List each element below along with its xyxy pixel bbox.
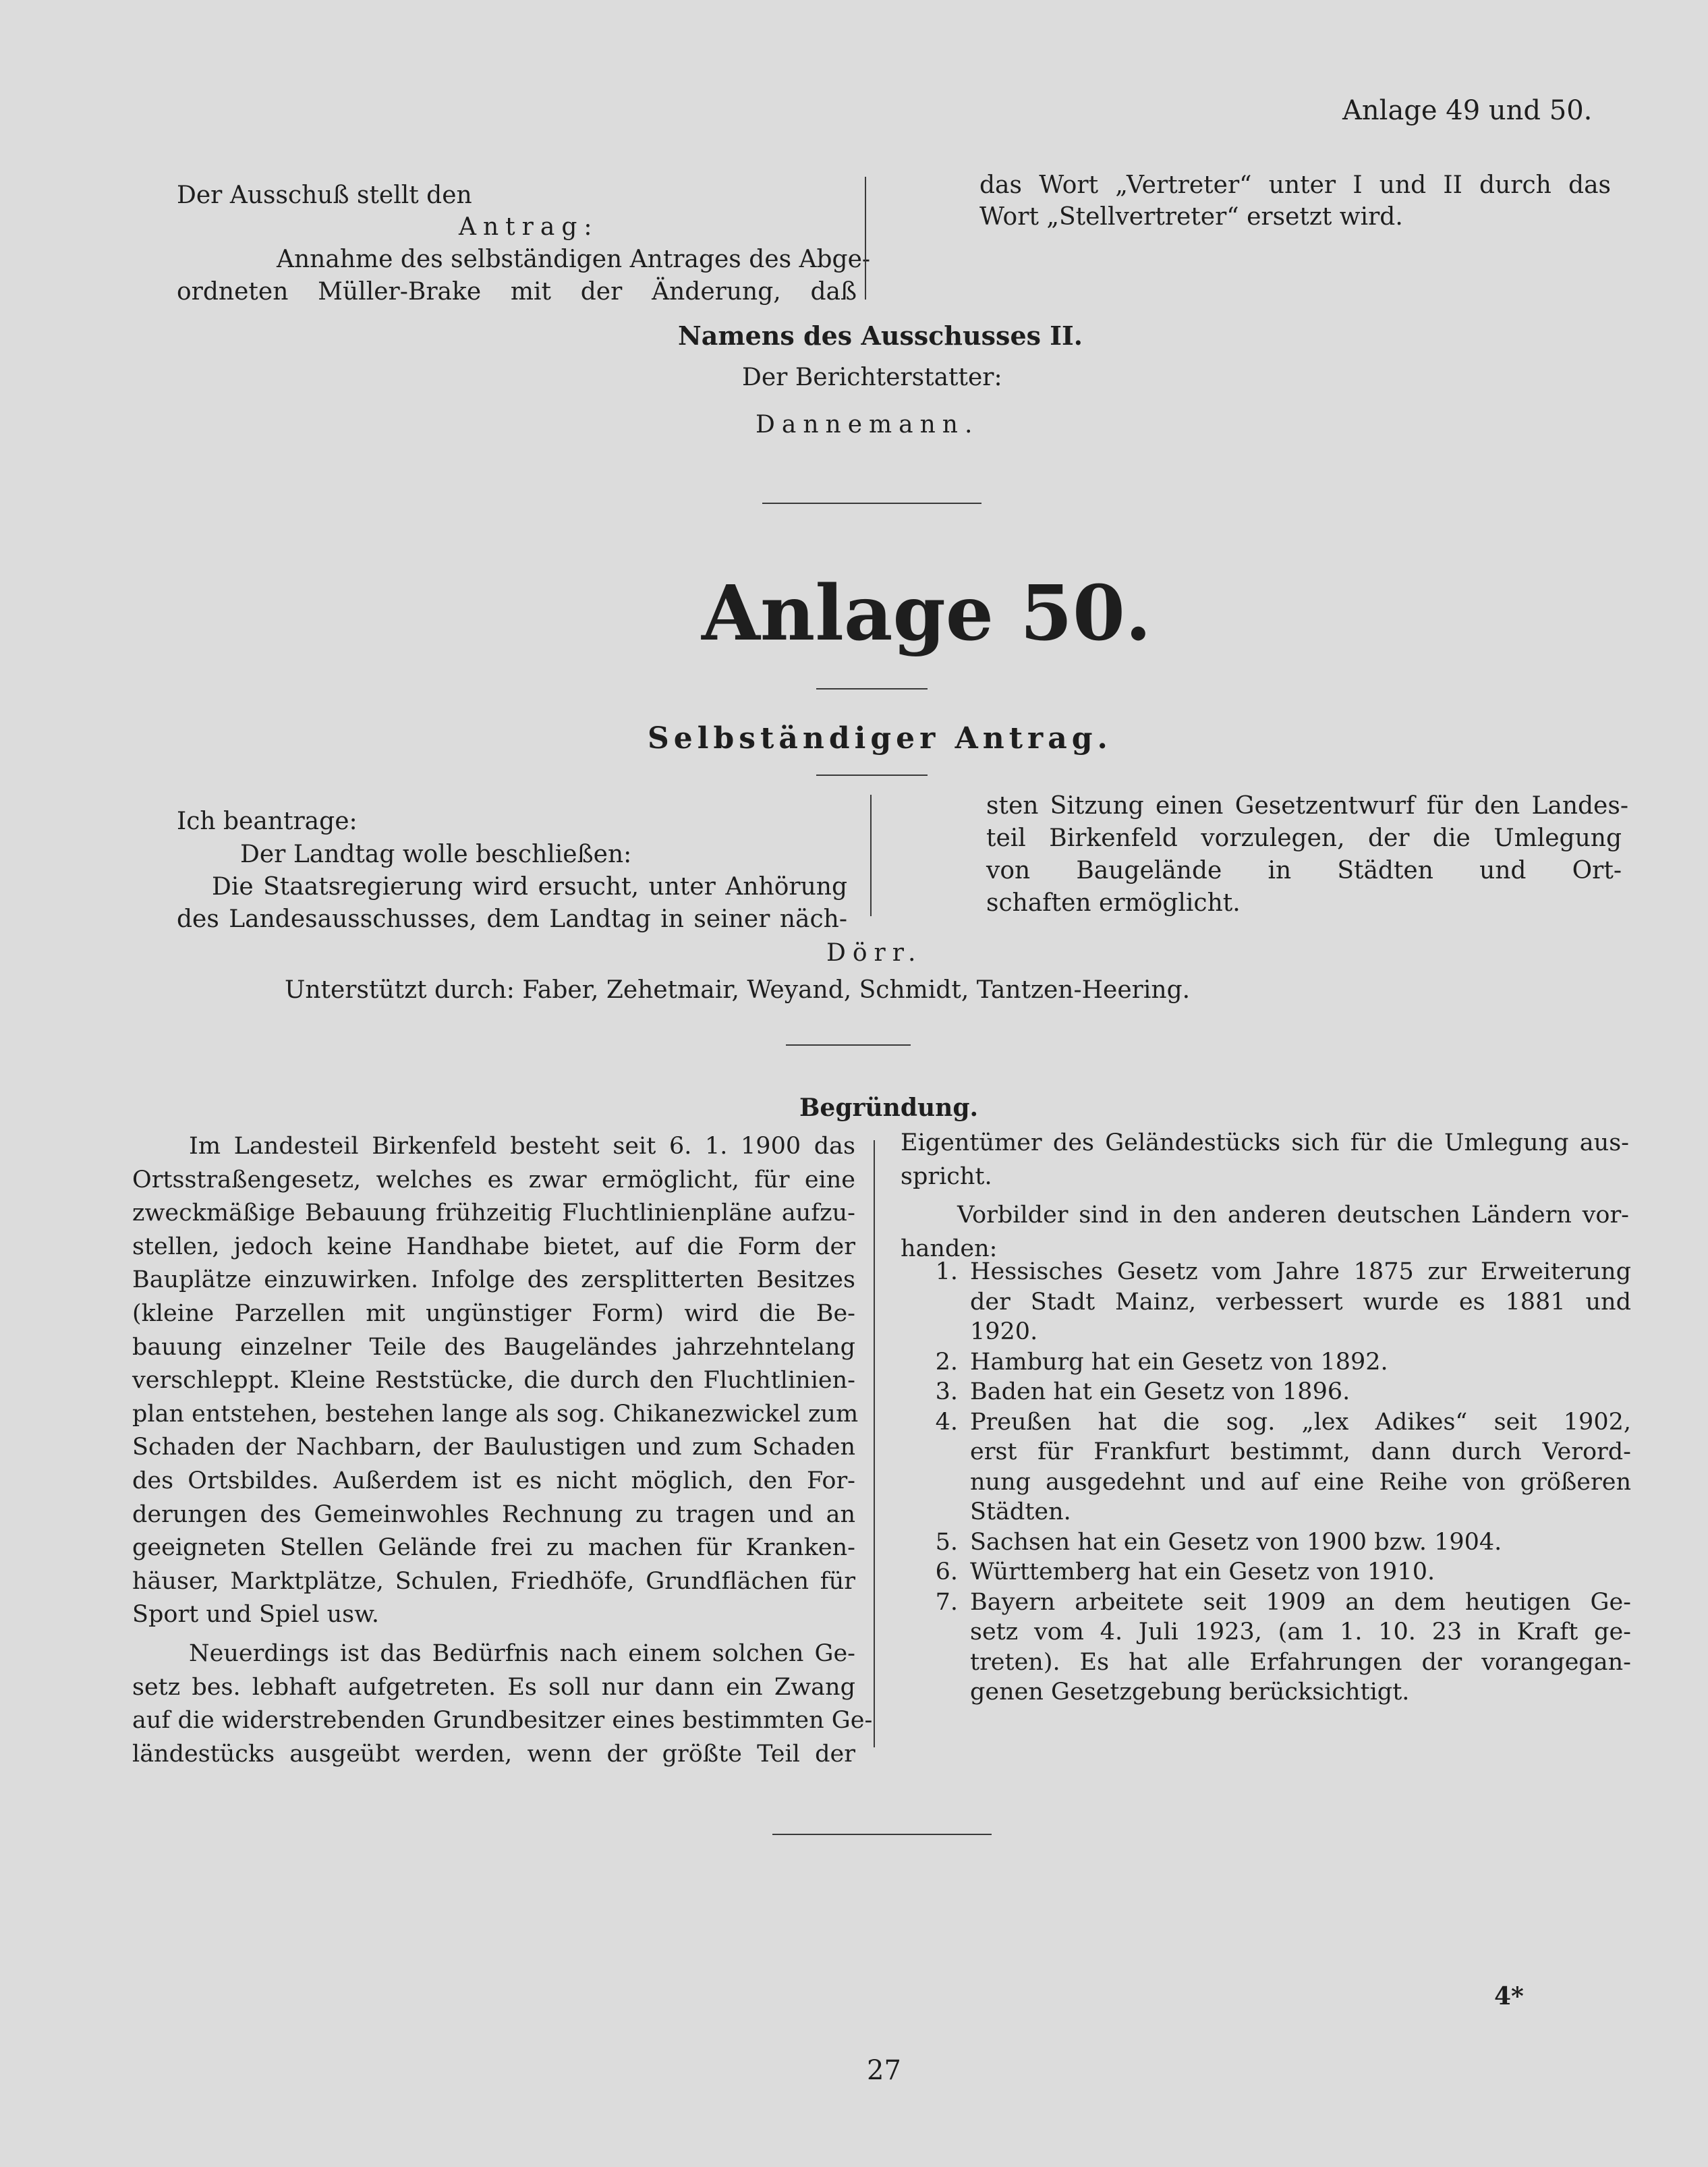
body-line: bauung einzelner Teile des Baugeländes jahrzehntelang — [132, 1333, 855, 1361]
body-line: plan entstehen, bestehen lange als sog. Chikanezwickel zum — [132, 1400, 859, 1428]
body-line: zweckmäßige Bebauung frühzeitig Fluchtlinienpläne aufzu- — [132, 1200, 855, 1227]
body-line: Bauplätze einzuwirken. Infolge des zersplitterten Besitzes — [132, 1266, 855, 1294]
body-line: Im Landesteil Birkenfeld besteht seit 6. 1. 1900 das — [189, 1133, 855, 1160]
body-line: des Ortsbildes. Außerdem ist es nicht möglich, den For- — [132, 1467, 855, 1494]
body-line: setz bes. lebhaft aufgetreten. Es soll nur dann ein Zwang — [132, 1673, 855, 1701]
begruendung-heading: Begründung. — [799, 1094, 979, 1122]
annahme-line-2: ordneten Müller-Brake mit der Änderung, daß — [177, 278, 857, 306]
list-line: Hessisches Gesetz vom Jahre 1875 zur Erweiterung — [970, 1258, 1631, 1285]
body-line: stellen, jedoch keine Handhabe bietet, auf die Form der — [132, 1233, 855, 1260]
list-item — [911, 1527, 1631, 1558]
signature-mark: 4* — [1494, 1982, 1524, 2010]
supporters-line: Unterstützt durch: Faber, Zehetmair, Weyand, Schmidt, Tantzen-Heering. — [285, 976, 1191, 1004]
list-item — [911, 1587, 1631, 1708]
body-line: spricht. — [901, 1162, 992, 1190]
list-item — [911, 1347, 1631, 1378]
rapporteur-name: Dannemann. — [756, 411, 979, 439]
running-head: Anlage 49 und 50. — [1342, 95, 1593, 126]
list-line: setz vom 4. Juli 1923, (am 1. 10. 23 in Kraft ge- — [970, 1619, 1631, 1645]
body-line: (kleine Parzellen mit ungünstiger Form) wird die Be- — [132, 1299, 855, 1327]
separator-rule-3 — [772, 1834, 992, 1835]
body-line: häuser, Marktplätze, Schulen, Friedhöfe, Grundflächen für — [132, 1567, 855, 1595]
body-line: Vorbilder sind in den anderen deutschen Ländern vor- — [957, 1202, 1629, 1229]
right-col-line-2: Wort „Stellvertreter“ ersetzt wird. — [979, 203, 1403, 231]
body-line: derungen des Gemeinwohles Rechnung zu tragen und an — [132, 1500, 855, 1528]
list-line: Württemberg hat ein Gesetz von 1910. — [970, 1558, 1435, 1585]
list-line: Preußen hat die sog. „lex Adikes“ seit 1902, — [970, 1408, 1631, 1436]
list-line: treten). Es hat alle Erfahrungen der vorangegan- — [970, 1648, 1631, 1676]
antrag-label: Antrag: — [459, 213, 599, 241]
begruendung-right-column — [901, 1127, 1629, 1266]
body-line: Eigentümer des Geländestücks sich für die Umlegung aus- — [901, 1129, 1629, 1156]
antrag-right-line-4: schaften ermöglicht. — [986, 889, 1241, 917]
body-line: geeigneten Stellen Gelände frei zu machen für Kranken- — [132, 1534, 855, 1562]
anlage-50-title: Anlage 50. — [702, 569, 1151, 658]
title-underline-rule — [816, 688, 928, 690]
antrag-right-line-1: sten Sitzung einen Gesetzentwurf für den Landes- — [986, 792, 1628, 820]
body-line: handen: — [901, 1235, 998, 1262]
list-line: 1920. — [970, 1318, 1038, 1345]
antrag-right-line-2: teil Birkenfeld vorzulegen, der die Umlegung — [986, 824, 1622, 852]
list-number: 7. — [935, 1588, 958, 1616]
list-line: nung ausgedehnt und auf eine Reihe von größeren — [970, 1468, 1631, 1496]
body-line: Schaden der Nachbarn, der Baulustigen und zum Schaden — [132, 1434, 855, 1461]
antrag-right-line-3: von Baugelände in Städten und Ort- — [986, 857, 1622, 884]
landtag-beschliessen: Der Landtag wolle beschließen: — [240, 841, 632, 868]
separator-rule-1 — [762, 503, 981, 504]
body-line: Ortsstraßengesetz, welches es zwar ermöglicht, für eine — [132, 1166, 855, 1193]
list-item — [911, 1377, 1631, 1407]
list-item — [911, 1407, 1631, 1527]
column-divider-top — [865, 177, 866, 300]
subtitle-underline-rule — [816, 775, 928, 776]
antrag-left-line-4: des Landesausschusses, dem Landtag in seiner näch- — [177, 905, 847, 933]
body-line: verschleppt. Kleine Reststücke, die durch den Fluchtlinien- — [132, 1367, 855, 1395]
ich-beantrage: Ich beantrage: — [177, 808, 358, 835]
list-number: 5. — [935, 1528, 958, 1556]
list-item — [911, 1257, 1631, 1347]
list-number: 4. — [935, 1408, 958, 1436]
antrag-left-line-3: Die Staatsregierung wird ersucht, unter Anhörung — [212, 873, 847, 901]
column-divider-antrag — [870, 795, 872, 916]
signer-name: Dörr. — [826, 939, 923, 967]
body-line: ländestücks ausgeübt werden, wenn der größte Teil der — [132, 1740, 855, 1768]
committee-line: Der Ausschuß stellt den — [177, 181, 472, 209]
committee-name: Namens des Ausschusses II. — [678, 320, 1083, 351]
column-divider-begruendung — [874, 1140, 875, 1747]
list-number: 3. — [935, 1378, 958, 1405]
list-line: Bayern arbeitete seit 1909 an dem heutigen Ge- — [970, 1588, 1631, 1616]
body-line: Neuerdings ist das Bedürfnis nach einem solchen Ge- — [189, 1639, 855, 1667]
body-line: Sport und Spiel usw. — [132, 1601, 380, 1629]
rapporteur-label: Der Berichterstatter: — [742, 364, 1002, 391]
begruendung-left-column — [132, 1130, 873, 1771]
list-item — [911, 1557, 1631, 1587]
list-line: genen Gesetzgebung berücksichtigt. — [970, 1679, 1410, 1706]
list-line: Hamburg hat ein Gesetz von 1892. — [970, 1348, 1388, 1376]
list-number: 2. — [935, 1348, 958, 1376]
list-line: Städten. — [970, 1498, 1071, 1525]
list-number: 1. — [935, 1258, 958, 1285]
list-line: der Stadt Mainz, verbessert wurde es 1881 und — [970, 1288, 1631, 1316]
annahme-line-1: Annahme des selbständigen Antrages des Abge- — [277, 246, 871, 273]
list-line: erst für Frankfurt bestimmt, dann durch Verord- — [970, 1438, 1631, 1465]
page-number: 27 — [867, 2055, 901, 2086]
separator-rule-2 — [786, 1044, 911, 1046]
list-number: 6. — [935, 1558, 958, 1585]
precedent-list — [911, 1257, 1631, 1708]
right-col-line-1: das Wort „Vertreter“ unter I und II durch das — [979, 171, 1611, 199]
list-line: Sachsen hat ein Gesetz von 1900 bzw. 1904. — [970, 1528, 1502, 1556]
list-line: Baden hat ein Gesetz von 1896. — [970, 1378, 1350, 1405]
body-line: auf die widerstrebenden Grundbesitzer eines bestimmten Ge- — [132, 1707, 873, 1735]
anlage-50-subtitle: Selbständiger Antrag. — [648, 721, 1112, 756]
